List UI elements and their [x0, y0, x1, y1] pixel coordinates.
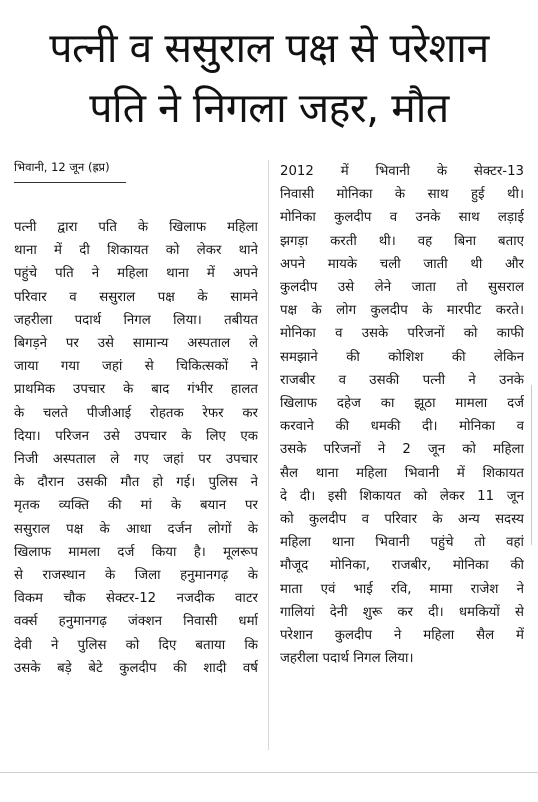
article-line: पहुंचे पति ने महिला थाना में अपने — [14, 266, 258, 282]
article-line: मोनिका कुलदीप व उनके साथ लड़ाई — [280, 210, 524, 226]
article-line: मौजूद मोनिका, राजबीर, मोनिका की — [280, 558, 524, 574]
article-line: माता एवं भाई रवि, मामा राजेश ने — [280, 581, 524, 597]
article-line: प्राथमिक उपचार के बाद गंभीर हालत — [14, 382, 258, 398]
article-line: निजी अस्पताल ले गए जहां पर उपचार — [14, 452, 258, 468]
article-column-right — [280, 160, 524, 670]
article-line: देवी ने पुलिस को दिए बताया कि — [14, 637, 258, 653]
article-line: विकम चौक सेक्टर-12 नजदीक वाटर — [14, 591, 258, 607]
article-line: बिगड़ने पर उसे सामान्य अस्पताल ले — [14, 336, 258, 352]
article-line: परेशान कुलदीप ने महिला सैल में — [280, 628, 524, 644]
article-column-left — [14, 216, 258, 680]
article-line: खिलाफ दहेज का झूठा मामला दर्ज — [280, 396, 524, 412]
article-line: पत्नी द्वारा पति के खिलाफ महिला — [14, 220, 258, 235]
article-line: झगड़ा करती थी। वह बिना बताए — [280, 233, 524, 249]
article-line: वर्क्स हनुमानगढ़ जंक्शन निवासी धर्मा — [14, 614, 258, 630]
article-line: पक्ष के लोग कुलदीप के मारपीट करते। — [280, 303, 524, 319]
article-line: उसके परिजनों ने 2 जून को महिला — [280, 442, 524, 458]
page-edge-mark — [531, 385, 532, 545]
article-line: खिलाफ मामला दर्ज किया है। मूलरूप — [14, 544, 258, 560]
article-line: मोनिका व उसके परिजनों को काफी — [280, 326, 524, 342]
article-line: समझाने की कोशिश की लेकिन — [280, 349, 524, 365]
article-line: ससुराल पक्ष के आधा दर्जन लोगों के — [14, 521, 258, 537]
headline — [0, 18, 538, 138]
article-line: जहरीला पदार्थ निगल लिया। — [280, 651, 414, 667]
article-line: थाना में दी शिकायत को लेकर थाने — [14, 243, 258, 259]
article-line: उसके बड़े बेटे कुलदीप की शादी वर्ष — [14, 660, 258, 676]
article-line: के चलते पीजीआई रोहतक रेफर कर — [14, 405, 258, 421]
headline-line-1: पत्नी व ससुराल पक्ष से परेशान — [49, 24, 489, 72]
dateline: भिवानी, 12 जून (ह्रप्र) — [14, 160, 110, 174]
article-line: को कुलदीप व परिवार के अन्य सदस्य — [280, 512, 524, 528]
article-line: 2012 में भिवानी के सेक्टर-13 — [280, 164, 524, 179]
article-line: जहरीला पदार्थ निगल लिया। तबीयत — [14, 312, 258, 328]
column-divider — [268, 160, 269, 750]
article-line: राजबीर व उसकी पत्नी ने उनके — [280, 372, 524, 388]
article-line: परिवार व ससुराल पक्ष के सामने — [14, 289, 258, 305]
article-line: सैल थाना महिला भिवानी में शिकायत — [280, 465, 524, 481]
article-line: से राजस्थान के जिला हनुमानगढ़ के — [14, 568, 258, 584]
article-line: अपने मायके चली जाती थी और — [280, 256, 524, 272]
article-line: करवाने की धमकी दी। मोनिका व — [280, 419, 524, 435]
article-line: दे दी। इसी शिकायत को लेकर 11 जून — [280, 488, 524, 504]
dateline-underline — [14, 182, 126, 183]
article-line: कुलदीप उसे लेने जाता तो सुसराल — [280, 280, 524, 296]
article-line: जाया गया जहां से चिकित्सकों ने — [14, 359, 258, 375]
bottom-rule — [0, 772, 538, 773]
article-line: निवासी मोनिका के साथ हुई थी। — [280, 187, 524, 203]
article-line: दिया। परिजन उसे उपचार के लिए एक — [14, 428, 258, 444]
article-line: महिला थाना भिवानी पहुंचे तो वहां — [280, 535, 524, 551]
headline-line-2: पति ने निगला जहर, मौत — [89, 84, 449, 132]
article-line: के दौरान उसकी मौत हो गई। पुलिस ने — [14, 475, 258, 491]
article-line: गालियां देनी शुरू कर दी। धमकियों से — [280, 604, 524, 620]
article-line: मृतक व्यक्ति की मां के बयान पर — [14, 498, 258, 514]
